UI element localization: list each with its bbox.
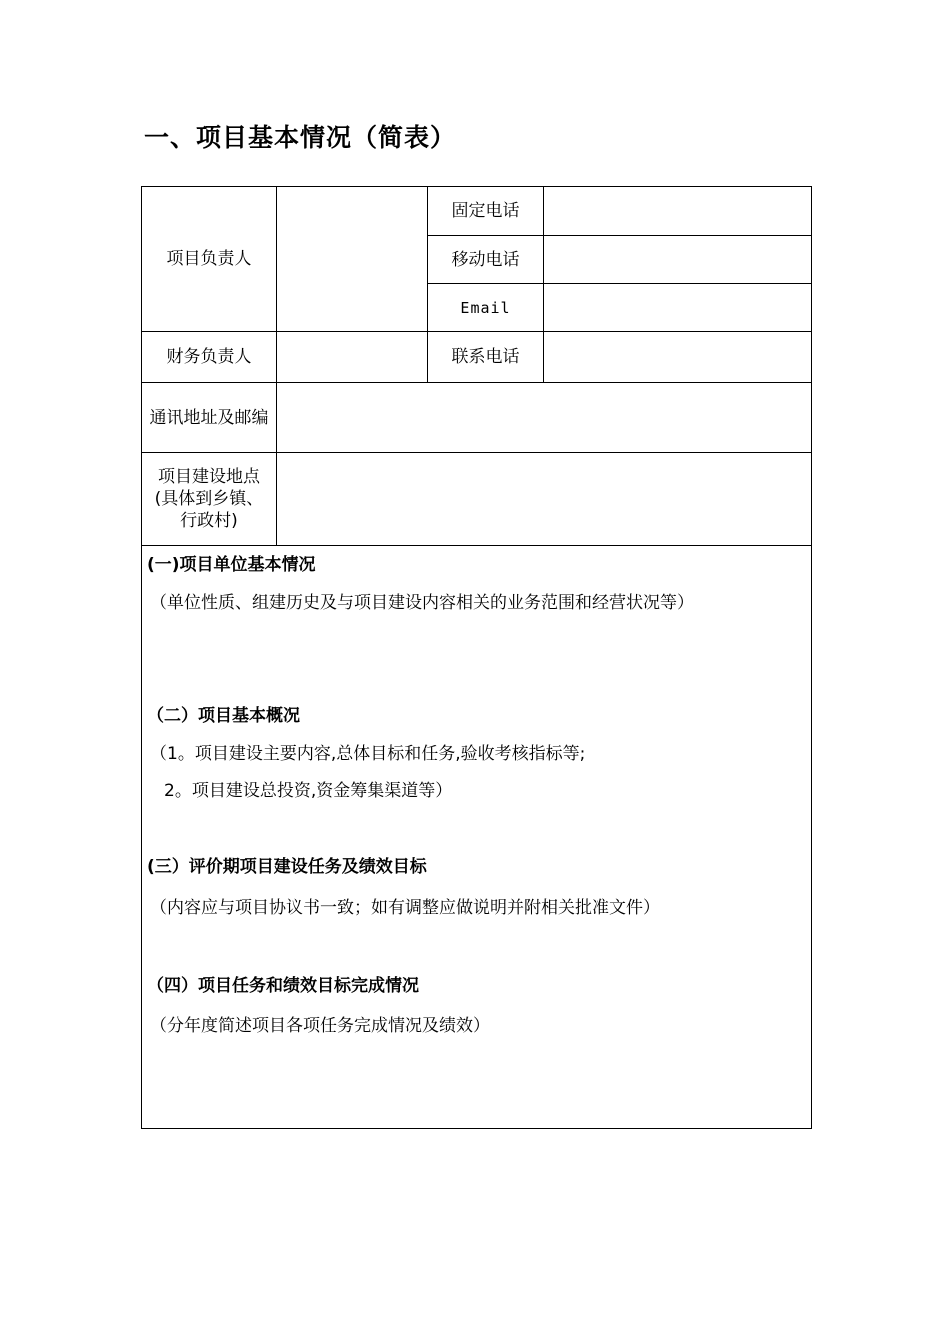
section-1-heading: (一)项目单位基本情况 bbox=[147, 555, 316, 575]
mobile-phone-field[interactable] bbox=[544, 236, 812, 284]
fixed-phone-label: 固定电话 bbox=[428, 187, 544, 236]
page-title: 一、项目基本情况（简表） bbox=[144, 123, 457, 152]
project-leader-field[interactable] bbox=[277, 187, 428, 332]
finance-leader-field[interactable] bbox=[277, 332, 428, 383]
finance-leader-label: 财务负责人 bbox=[142, 332, 277, 383]
project-info-table bbox=[141, 186, 812, 1129]
fixed-phone-field[interactable] bbox=[544, 187, 812, 236]
section-1-note: （单位性质、组建历史及与项目建设内容相关的业务范围和经营状况等） bbox=[150, 593, 694, 613]
section-2-heading: （二）项目基本概况 bbox=[147, 706, 300, 726]
site-label: 项目建设地点(具体到乡镇、行政村) bbox=[142, 453, 277, 546]
section-2-note-1: （1。项目建设主要内容,总体目标和任务,验收考核指标等; bbox=[150, 744, 586, 764]
contact-phone-field[interactable] bbox=[544, 332, 812, 383]
section-4-note: （分年度简述项目各项任务完成情况及绩效） bbox=[150, 1016, 490, 1036]
contact-phone-label: 联系电话 bbox=[428, 332, 544, 383]
email-label: Email bbox=[428, 284, 544, 332]
address-field[interactable] bbox=[277, 383, 812, 453]
section-3-heading: (三）评价期项目建设任务及绩效目标 bbox=[147, 857, 427, 877]
section-2-note-2: 2。项目建设总投资,资金筹集渠道等） bbox=[164, 781, 453, 801]
mobile-phone-label: 移动电话 bbox=[428, 236, 544, 284]
narrative-area[interactable] bbox=[142, 546, 812, 1129]
section-3-note: （内容应与项目协议书一致；如有调整应做说明并附相关批准文件） bbox=[150, 898, 660, 918]
site-field[interactable] bbox=[277, 453, 812, 546]
section-4-heading: （四）项目任务和绩效目标完成情况 bbox=[147, 976, 419, 996]
address-label: 通讯地址及邮编 bbox=[142, 383, 277, 453]
project-leader-label: 项目负责人 bbox=[142, 187, 277, 332]
email-field[interactable] bbox=[544, 284, 812, 332]
